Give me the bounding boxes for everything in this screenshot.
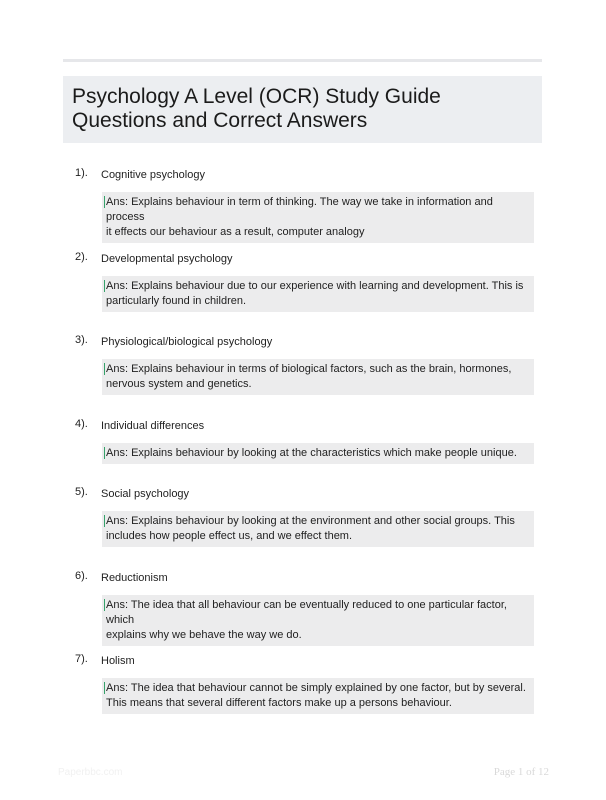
answer-line: Ans: Explains behaviour in term of thinking. The way we take in information and process (106, 196, 493, 223)
answer-line: Ans: Explains behaviour by looking at the characteristics which make people unique. (106, 446, 517, 459)
answer-line: Ans: The idea that all behaviour can be eventually reduced to one particular factor, which (106, 598, 507, 626)
answer-marker (104, 280, 105, 292)
document-title-line-2: Questions and Correct Answers (72, 109, 368, 132)
question-number: 3). (75, 334, 88, 346)
answer-box (102, 276, 534, 312)
answer-line: nervous system and genetics. (106, 378, 252, 390)
answer-line: explains why we behave the way we do. (106, 628, 302, 641)
answer-line: This means that several different factors make up a persons behaviour. (106, 697, 452, 709)
question-list (63, 166, 542, 736)
question-row (63, 485, 542, 505)
question-text: Holism (101, 655, 135, 667)
question-text: Cognitive psychology (101, 169, 205, 181)
question-row (63, 417, 542, 437)
question-item-1 (63, 166, 542, 250)
answer-marker (104, 447, 105, 459)
answer-line: Ans: Explains behaviour due to our experience with learning and development. This is (106, 279, 524, 292)
question-item-2 (63, 250, 542, 334)
question-number: 2). (75, 250, 88, 263)
question-text: Physiological/biological psychology (101, 336, 273, 348)
document-title-line-1: Psychology A Level (OCR) Study Guide (72, 85, 441, 108)
question-item-7 (63, 652, 542, 736)
answer-line: particularly found in children. (106, 294, 247, 307)
question-text: Reductionism (101, 571, 168, 584)
answer-marker (104, 682, 105, 694)
answer-box (102, 678, 534, 714)
answer-box (102, 595, 534, 646)
footer-page-number: Page 1 of 12 (493, 766, 549, 778)
answer-marker (104, 363, 105, 375)
question-item-5 (63, 485, 542, 569)
question-row (63, 569, 542, 589)
question-text: Individual differences (101, 419, 205, 432)
question-text: Social psychology (101, 488, 190, 500)
question-number: 7). (75, 653, 88, 665)
question-number: 6). (75, 569, 88, 582)
question-number: 4). (75, 417, 88, 430)
question-item-6 (63, 569, 542, 653)
answer-box (102, 511, 534, 547)
question-row (63, 333, 542, 353)
answer-marker (104, 599, 105, 611)
answer-marker (104, 196, 105, 208)
answer-box (102, 192, 534, 243)
question-text: Developmental psychology (101, 252, 233, 265)
answer-line: Ans: The idea that behaviour cannot be simply explained by one factor, but by several. (106, 682, 526, 694)
question-item-3 (63, 333, 542, 417)
answer-box (102, 359, 534, 395)
title-banner (63, 76, 542, 143)
answer-line: Ans: Explains behaviour in terms of biological factors, such as the brain, hormones, (106, 363, 512, 375)
top-divider (63, 59, 542, 62)
question-number: 5). (75, 486, 88, 498)
answer-line: it effects our behaviour as a result, computer analogy (106, 226, 365, 238)
answer-line: includes how people effect us, and we effect them. (106, 530, 353, 542)
question-row (63, 250, 542, 270)
answer-marker (104, 515, 105, 527)
footer-site-watermark: Paperbbc.com (58, 767, 123, 778)
question-number: 1). (75, 167, 88, 179)
question-row (63, 652, 542, 672)
answer-line: Ans: Explains behaviour by looking at the environment and other social groups. This (106, 515, 515, 527)
question-row (63, 166, 542, 186)
question-item-4 (63, 417, 542, 486)
answer-box (102, 443, 534, 464)
